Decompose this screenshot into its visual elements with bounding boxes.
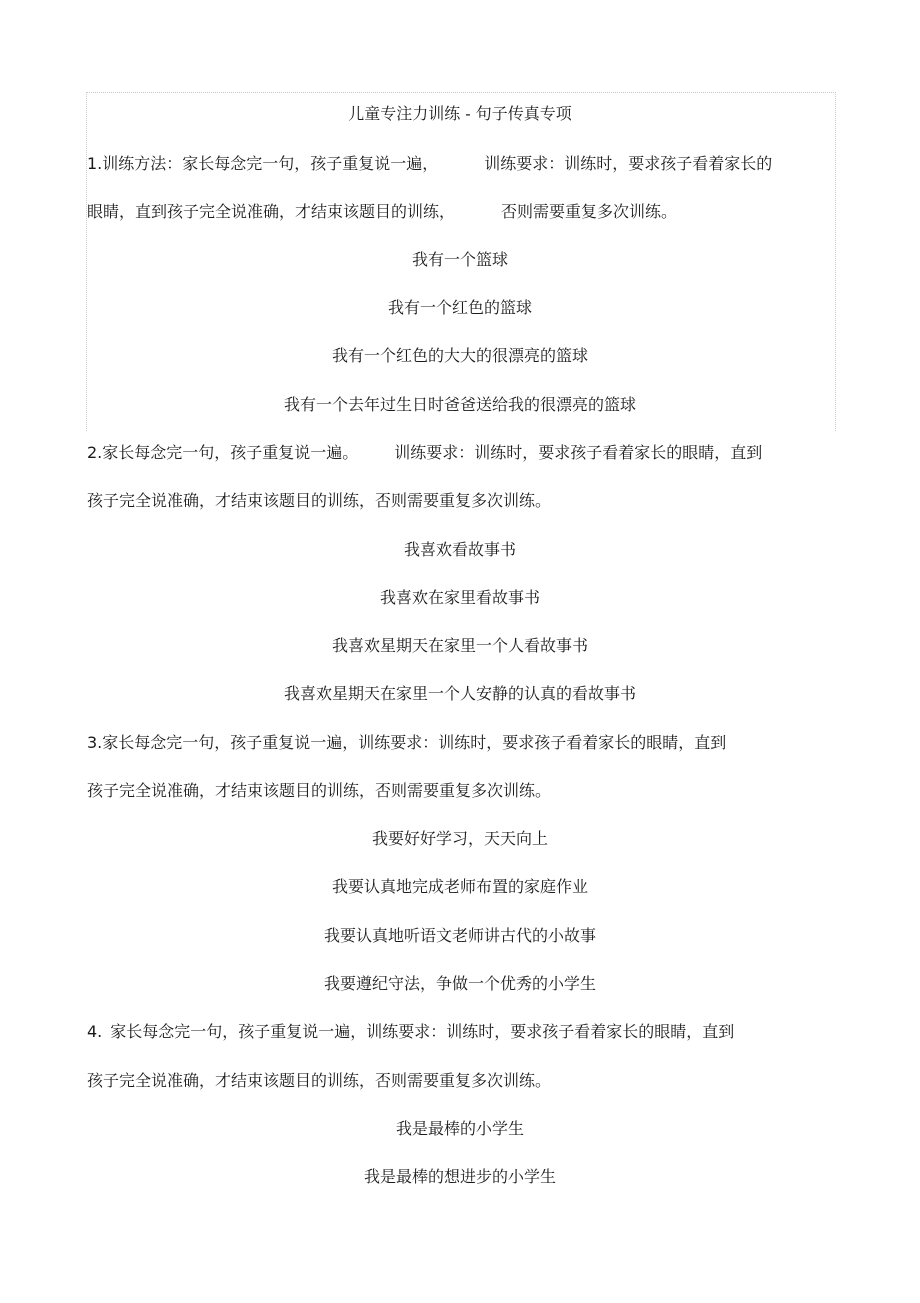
section-1-requirement: 训练要求：训练时，要求孩子看着家长的 <box>484 154 773 173</box>
section-3-sentence: 我要遵纪守法，争做一个优秀的小学生 <box>323 974 596 993</box>
section-4-intro <box>87 1022 734 1042</box>
section-3-number: 3. <box>87 733 103 752</box>
section-2-sentence: 我喜欢星期天在家里一个人看故事书 <box>331 636 588 655</box>
section-3-sentence: 我要好好学习，天天向上 <box>371 829 548 848</box>
section-2-sentence: 我喜欢看故事书 <box>403 540 516 559</box>
section-4-intro-line2: 孩子完全说准确，才结束该题目的训练，否则需要重复多次训练。 <box>87 1071 552 1090</box>
section-4-number: 4. <box>87 1022 103 1041</box>
section-3-sentence: 我要认真地完成老师布置的家庭作业 <box>331 877 588 896</box>
section-2-intro <box>87 443 762 463</box>
section-2-number: 2. <box>87 443 103 462</box>
section-2-intro-line2: 孩子完全说准确，才结束该题目的训练，否则需要重复多次训练。 <box>87 491 552 510</box>
section-1-method: 训练方法：家长每念完一句，孩子重复说一遍， <box>102 154 439 173</box>
section-3-intro-line2: 孩子完全说准确，才结束该题目的训练，否则需要重复多次训练。 <box>87 781 552 800</box>
section-1-sentence: 我有一个红色的大大的很漂亮的篮球 <box>331 346 588 365</box>
section-3-text: 家长每念完一句，孩子重复说一遍，训练要求：训练时，要求孩子看着家长的眼睛，直到 <box>102 733 727 752</box>
section-1-intro <box>87 154 772 174</box>
section-3-sentence: 我要认真地听语文老师讲古代的小故事 <box>323 926 596 945</box>
section-2-sentence: 我喜欢星期天在家里一个人安静的认真的看故事书 <box>283 684 636 703</box>
section-3-intro <box>87 733 726 753</box>
section-4-sentence: 我是最棒的想进步的小学生 <box>363 1167 556 1186</box>
section-1-intro-line2 <box>87 202 677 222</box>
section-4-text: 家长每念完一句，孩子重复说一遍，训练要求：训练时，要求孩子看着家长的眼睛，直到 <box>110 1022 735 1041</box>
section-1-sentence: 我有一个篮球 <box>411 250 508 269</box>
section-2-method: 家长每念完一句，孩子重复说一遍。 <box>102 443 359 462</box>
section-1-line2-b: 否则需要重复多次训练。 <box>501 202 678 221</box>
section-1-sentence: 我有一个去年过生日时爸爸送给我的很漂亮的篮球 <box>283 395 636 414</box>
page-title: 儿童专注力训练 - 句子传真专项 <box>348 104 572 123</box>
section-2-requirement: 训练要求：训练时，要求孩子看着家长的眼睛，直到 <box>394 443 763 462</box>
section-2-sentence: 我喜欢在家里看故事书 <box>379 588 540 607</box>
section-1-number: 1. <box>87 154 103 173</box>
section-1-line2-a: 眼睛，直到孩子完全说准确，才结束该题目的训练， <box>87 202 456 221</box>
section-1-sentence: 我有一个红色的篮球 <box>387 298 532 317</box>
section-4-sentence: 我是最棒的小学生 <box>395 1119 524 1138</box>
